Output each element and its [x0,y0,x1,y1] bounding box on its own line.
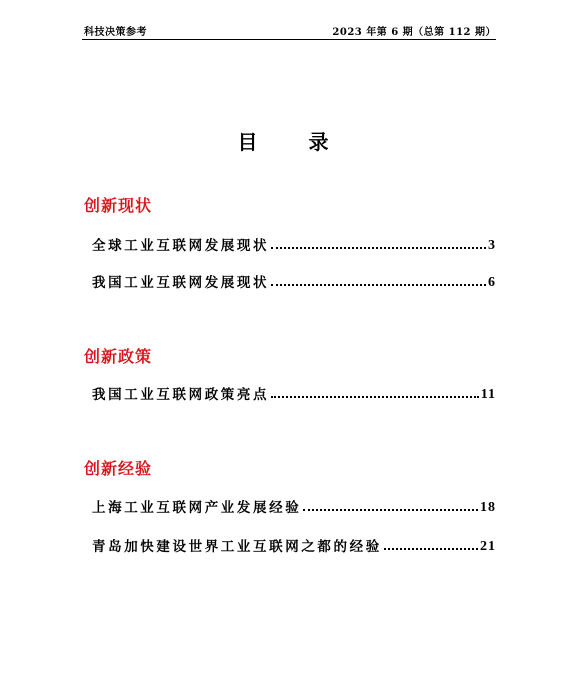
toc-title: 目 录 [237,130,351,154]
toc-entry-title: 我国工业互联网发展现状 [92,275,270,291]
dot-leader [271,271,486,291]
dot-leader [271,383,479,403]
section-heading-experience: 创新经验 [84,459,153,478]
toc-entry[interactable] [92,383,496,403]
dot-leader [303,496,478,516]
toc-entry-title: 全球工业互联网发展现状 [92,238,270,254]
toc-entry-title: 我国工业互联网政策亮点 [92,387,270,403]
toc-entry[interactable] [92,234,496,254]
toc-entry-page: 21 [480,539,496,554]
toc-entry-page: 6 [488,275,496,290]
toc-entry[interactable] [92,535,496,555]
toc-entry-page: 3 [488,238,496,253]
journal-name: 科技决策参考 [84,26,147,38]
dot-leader [384,535,478,555]
issue-number: 2023 年第 6 期（总第 112 期） [332,26,496,38]
toc-entry[interactable] [92,271,496,291]
header-rule [82,39,496,40]
section-heading-status: 创新现状 [84,196,153,215]
section-heading-policy: 创新政策 [84,347,153,366]
toc-entry[interactable] [92,496,496,516]
toc-entry-title: 青岛加快建设世界工业互联网之都的经验 [92,539,382,555]
toc-entry-title: 上海工业互联网产业发展经验 [92,500,302,516]
toc-entry-page: 18 [480,500,496,515]
toc-entry-page: 11 [480,387,496,402]
running-header [84,22,496,38]
dot-leader [271,234,486,254]
